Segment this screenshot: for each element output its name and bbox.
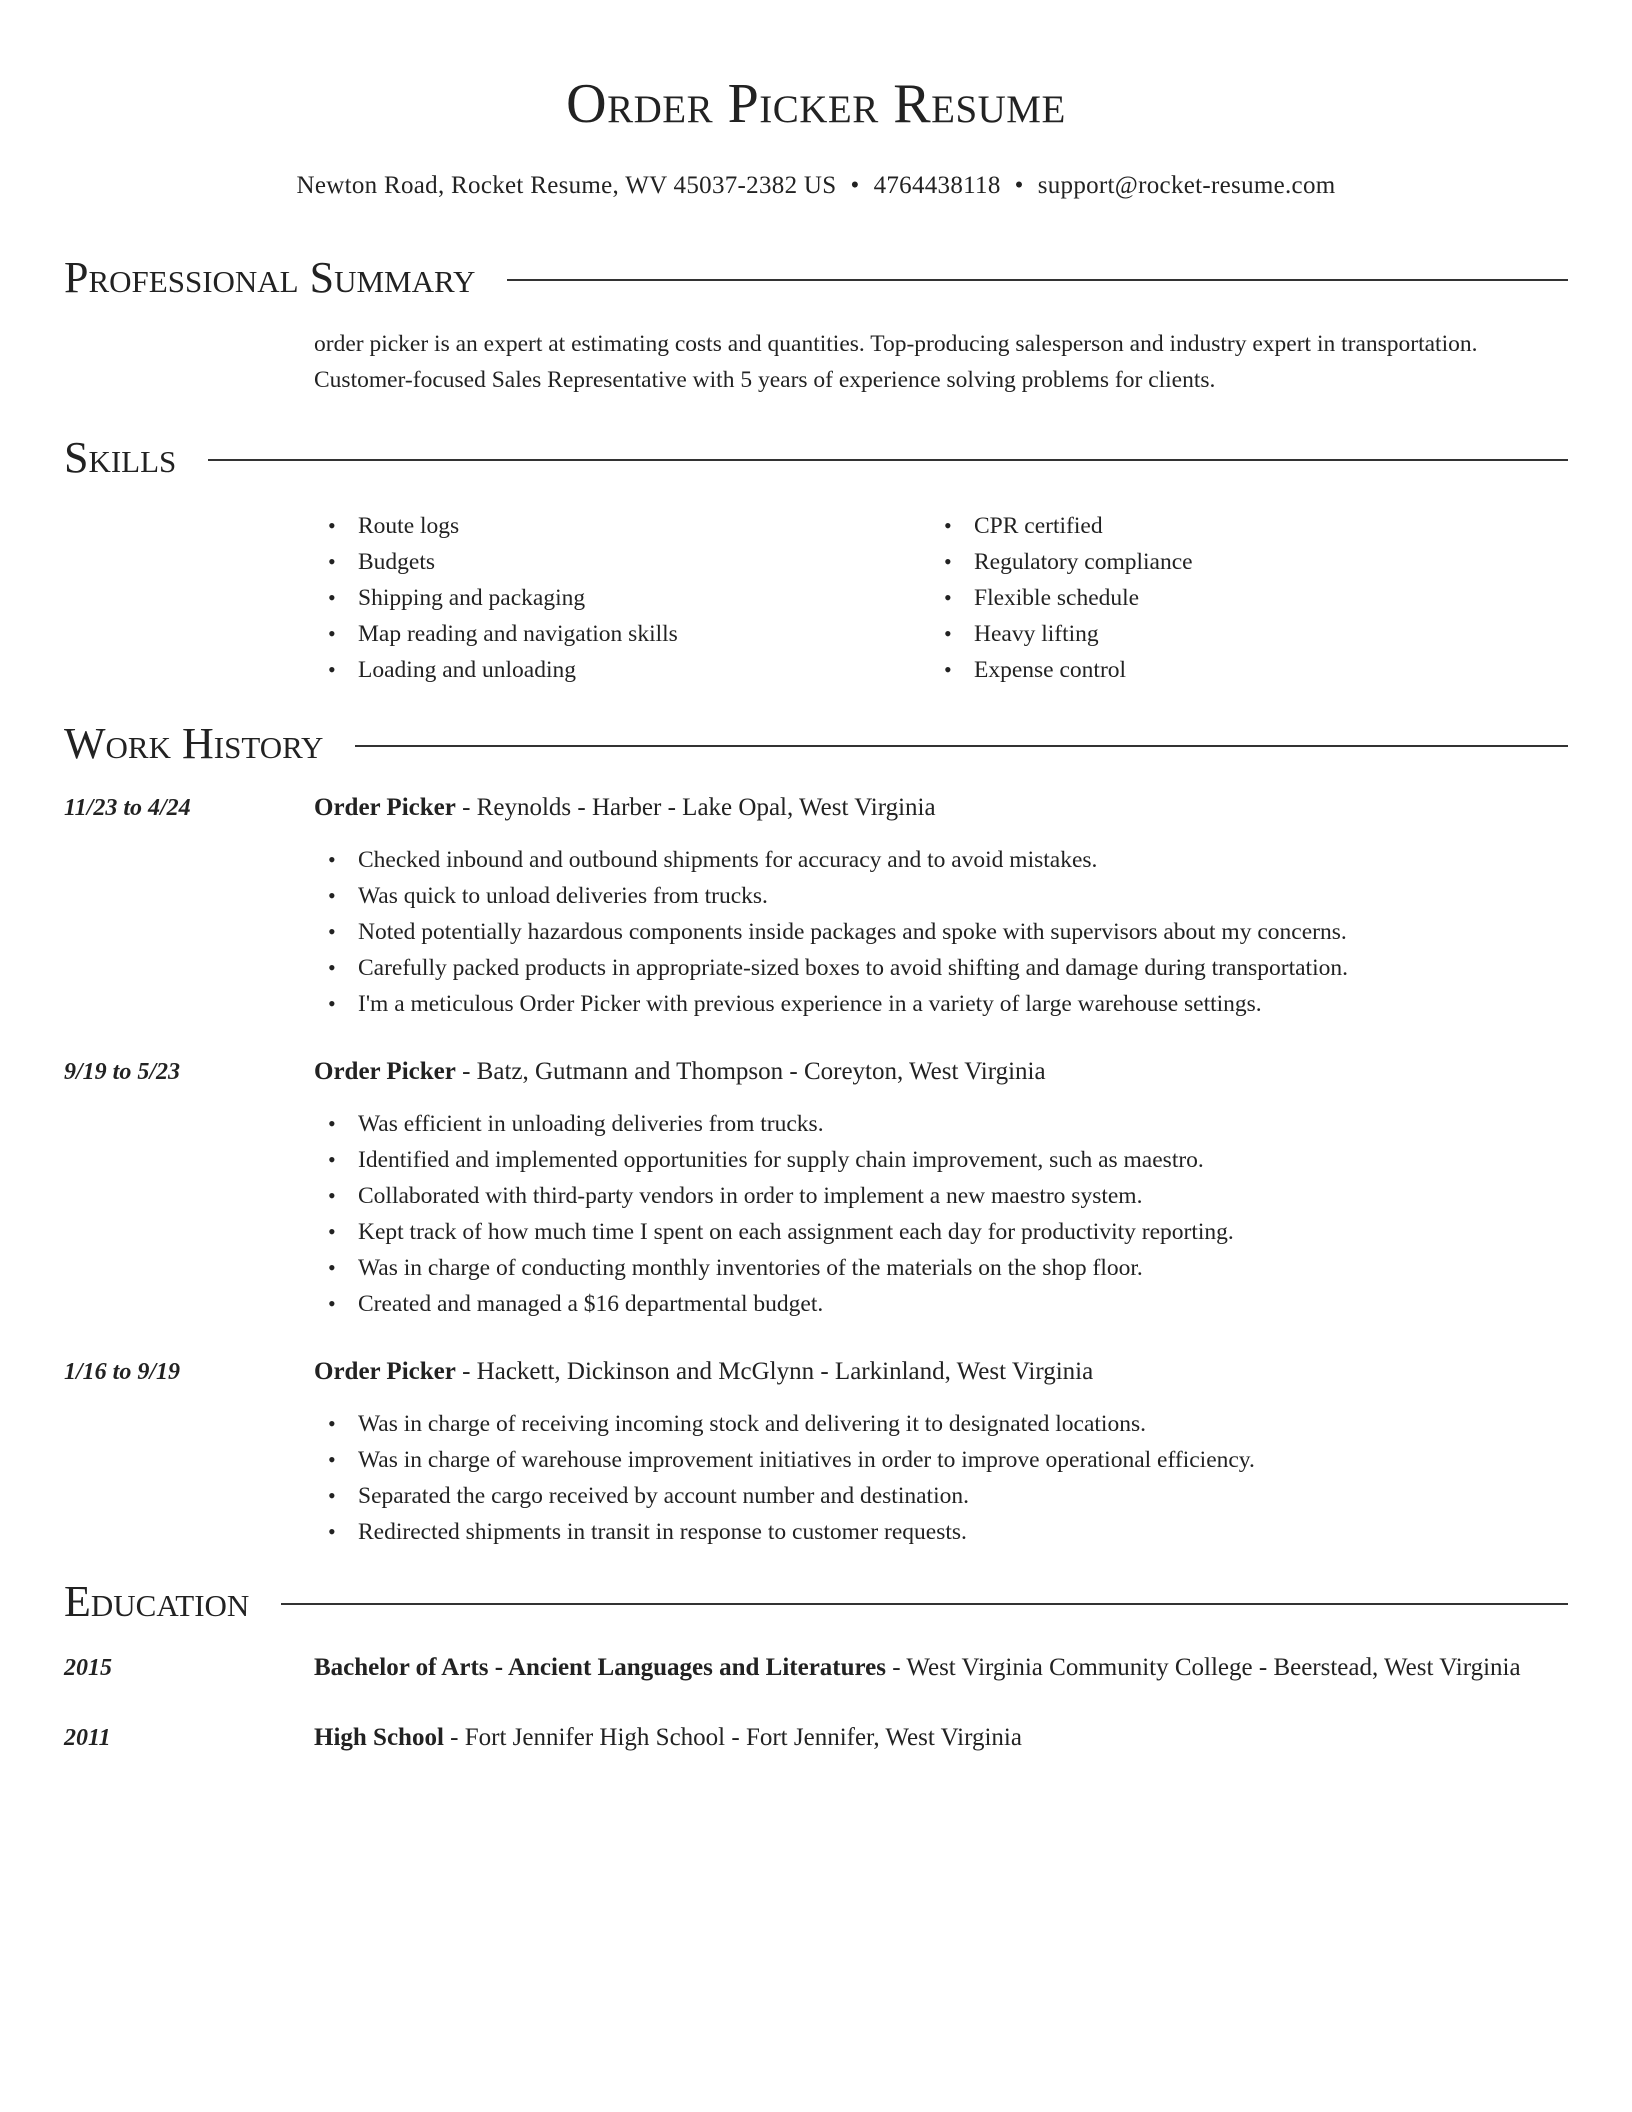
job-date: 1/16 to 9/19 [64,1359,181,1385]
job-title: Order Picker [314,794,456,821]
skills-section-heading [64,428,1568,488]
education-body [314,1648,1568,1688]
separator: • [850,172,860,199]
education-date: 2015 [64,1655,112,1681]
job-title: Order Picker [314,1358,456,1385]
job-heading [314,1052,1568,1092]
job-heading [314,1352,1568,1392]
skills-column-left [314,508,930,688]
job-employer: - Reynolds - Harber - Lake Opal, West Virginia [455,794,936,821]
degree: Bachelor of Arts - Ancient Languages and Literatures [314,1654,886,1681]
school: - Fort Jennifer High School - Fort Jennifer, West Virginia [443,1724,1022,1751]
job-body [314,788,1568,1022]
phone: 4764438118 [873,172,1001,199]
job-bullet: • Was efficient in unloading deliveries from trucks. [314,1106,1568,1142]
job-bullet: • Was in charge of conducting monthly inventories of the materials on the shop floor. [314,1250,1568,1286]
address: Newton Road, Rocket Resume, WV 45037-2382 US [296,172,837,199]
separator: • [1014,172,1024,199]
education-section-heading [64,1572,1568,1632]
education-body [314,1718,1568,1758]
job-title: Order Picker [314,1058,456,1085]
work-heading: Work History [64,719,324,768]
job-bullet: • Checked inbound and outbound shipments for accuracy and to avoid mistakes. [314,842,1568,878]
job-bullet: • Was in charge of receiving incoming stock and delivering it to designated locations. [314,1406,1568,1442]
resume-title: Order Picker Resume [566,73,1066,135]
summary-heading: Professional Summary [64,253,476,302]
degree: High School [314,1724,444,1751]
job-bullet: • Created and managed a $16 departmental budget. [314,1286,1568,1322]
email: support@rocket-resume.com [1037,172,1336,199]
job-bullet: • Separated the cargo received by account number and destination. [314,1478,1568,1514]
skill-item: • Loading and unloading [314,652,930,688]
education-line [314,1718,1568,1758]
school: - West Virginia Community College - Beerstead, West Virginia [886,1654,1521,1681]
work-section-heading [64,714,1568,774]
skill-item: • Regulatory compliance [930,544,1546,580]
skill-item: • Flexible schedule [930,580,1546,616]
education-heading: Education [64,1577,250,1626]
skills-list [314,508,1568,688]
heading-divider [507,279,1568,281]
contact-line [64,168,1568,204]
heading-divider [281,1603,1568,1605]
job-bullets [314,842,1568,1022]
job-date: 11/23 to 4/24 [64,795,191,821]
education-entry [64,1718,1568,1758]
skill-item: • Route logs [314,508,930,544]
skill-item: • CPR certified [930,508,1546,544]
job-entry [64,788,1568,1022]
education-line [314,1648,1568,1688]
education-date: 2011 [64,1725,111,1751]
skills-column-right [930,508,1546,688]
summary-text: order picker is an expert at estimating costs and quantities. Top-producing salesperson and industry expert in transportation. Customer-focused Sales Representative with 5 years of experience solving problems for clients. [314,331,1478,393]
job-heading [314,788,1568,828]
summary-section-heading [64,248,1568,308]
job-entry [64,1352,1568,1550]
heading-divider [355,745,1568,747]
job-body [314,1052,1568,1322]
skill-item: • Map reading and navigation skills [314,616,930,652]
job-bullets [314,1106,1568,1322]
skill-item: • Budgets [314,544,930,580]
skill-item: • Heavy lifting [930,616,1546,652]
job-body [314,1352,1568,1550]
job-date: 9/19 to 5/23 [64,1059,181,1085]
job-bullets [314,1406,1568,1550]
job-bullet: • Kept track of how much time I spent on each assignment each day for productivity reporting. [314,1214,1568,1250]
job-employer: - Hackett, Dickinson and McGlynn - Larkinland, West Virginia [455,1358,1094,1385]
skills-heading: Skills [64,433,177,482]
skill-item: • Expense control [930,652,1546,688]
job-bullet: • Redirected shipments in transit in response to customer requests. [314,1514,1568,1550]
job-employer: - Batz, Gutmann and Thompson - Coreyton, West Virginia [455,1058,1046,1085]
skill-item: • Shipping and packaging [314,580,930,616]
job-bullet: • Carefully packed products in appropriate-sized boxes to avoid shifting and damage during transportation. [314,950,1568,986]
job-bullet: • Was in charge of warehouse improvement initiatives in order to improve operational efficiency. [314,1442,1568,1478]
job-bullet: • Noted potentially hazardous components inside packages and spoke with supervisors about my concerns. [314,914,1568,950]
job-bullet: • Was quick to unload deliveries from trucks. [314,878,1568,914]
job-entry [64,1052,1568,1322]
job-bullet: • Collaborated with third-party vendors in order to implement a new maestro system. [314,1178,1568,1214]
job-bullet: • Identified and implemented opportunities for supply chain improvement, such as maestro. [314,1142,1568,1178]
education-entry [64,1648,1568,1688]
job-bullet: • I'm a meticulous Order Picker with previous experience in a variety of large warehouse settings. [314,986,1568,1022]
heading-divider [208,459,1568,461]
